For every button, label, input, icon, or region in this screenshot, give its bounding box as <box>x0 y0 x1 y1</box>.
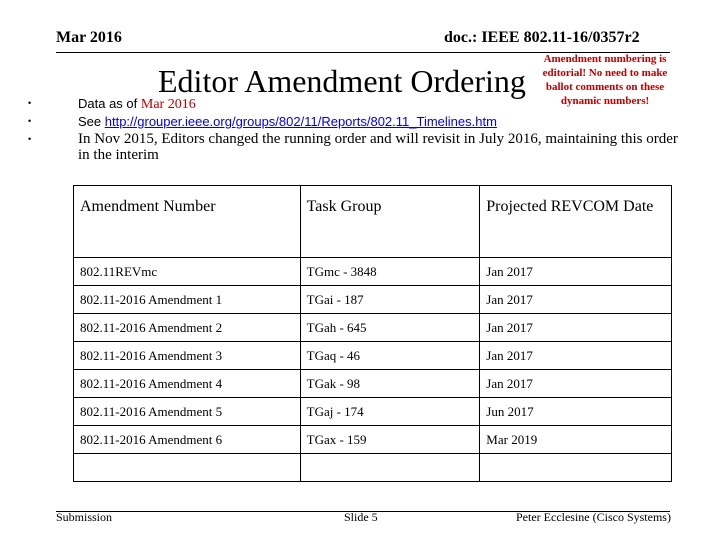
header-date: Mar 2016 <box>56 29 122 46</box>
cell-task-group: TGak - 98 <box>300 370 480 398</box>
cell-task-group: TGaj - 174 <box>300 398 480 426</box>
editorial-note: Amendment numbering is editorial! No need to make ballot comments on these dynamic numbers! <box>542 53 668 107</box>
see-link-line <box>78 114 497 129</box>
cell-date: Jan 2017 <box>480 342 672 370</box>
slide-title: Editor Amendment Ordering <box>158 63 526 99</box>
cell-amendment: 802.11-2016 Amendment 5 <box>74 398 301 426</box>
footer-submission: Submission <box>56 510 113 524</box>
header-revcom-date: Projected REVCOM Date <box>480 186 672 258</box>
footer-slide-number: Slide 5 <box>344 510 378 524</box>
cell-date: Jan 2017 <box>480 286 672 314</box>
cell-amendment: 802.11-2016 Amendment 3 <box>74 342 301 370</box>
header-doc-id: doc.: IEEE 802.11-16/0357r2 <box>444 29 640 46</box>
footer-author: Peter Ecclesine (Cisco Systems) <box>516 510 671 524</box>
table-row <box>74 426 672 454</box>
see-label: See <box>78 114 105 129</box>
bullet-icon: • <box>28 98 32 108</box>
bullet-icon: • <box>28 116 32 126</box>
table-header-row <box>74 186 672 258</box>
cell-date: Jan 2017 <box>480 258 672 286</box>
data-as-of-date: Mar 2016 <box>140 97 196 112</box>
table-row <box>74 314 672 342</box>
table-row <box>74 398 672 426</box>
nov-2015-bullet: In Nov 2015, Editors changed the running order and will revisit in July 2016, maintaining this order in the interim <box>78 131 678 163</box>
cell-amendment: 802.11-2016 Amendment 6 <box>74 426 301 454</box>
cell-amendment: 802.11-2016 Amendment 4 <box>74 370 301 398</box>
data-as-of-line <box>78 96 196 113</box>
cell-task-group: TGax - 159 <box>300 426 480 454</box>
table-row-empty <box>74 454 672 482</box>
data-as-of-label: Data as of <box>78 96 141 111</box>
amendment-table <box>73 185 672 482</box>
cell-amendment <box>74 454 301 482</box>
table-row <box>74 342 672 370</box>
bullet-icon: • <box>28 134 32 144</box>
cell-date: Mar 2019 <box>480 426 672 454</box>
timelines-link[interactable]: http://grouper.ieee.org/groups/802/11/Reports/802.11_Timelines.htm <box>104 114 497 129</box>
cell-task-group: TGmc - 3848 <box>300 258 480 286</box>
cell-task-group: TGah - 645 <box>300 314 480 342</box>
table-row <box>74 258 672 286</box>
table-row <box>74 286 672 314</box>
cell-date <box>480 454 672 482</box>
cell-task-group: TGaq - 46 <box>300 342 480 370</box>
cell-amendment: 802.11-2016 Amendment 2 <box>74 314 301 342</box>
cell-task-group: TGai - 187 <box>300 286 480 314</box>
header-task-group: Task Group <box>300 186 480 258</box>
cell-amendment: 802.11REVmc <box>74 258 301 286</box>
header-amendment-number: Amendment Number <box>74 186 301 258</box>
table-row <box>74 370 672 398</box>
cell-amendment: 802.11-2016 Amendment 1 <box>74 286 301 314</box>
cell-date: Jun 2017 <box>480 398 672 426</box>
cell-date: Jan 2017 <box>480 314 672 342</box>
cell-task-group <box>300 454 480 482</box>
cell-date: Jan 2017 <box>480 370 672 398</box>
